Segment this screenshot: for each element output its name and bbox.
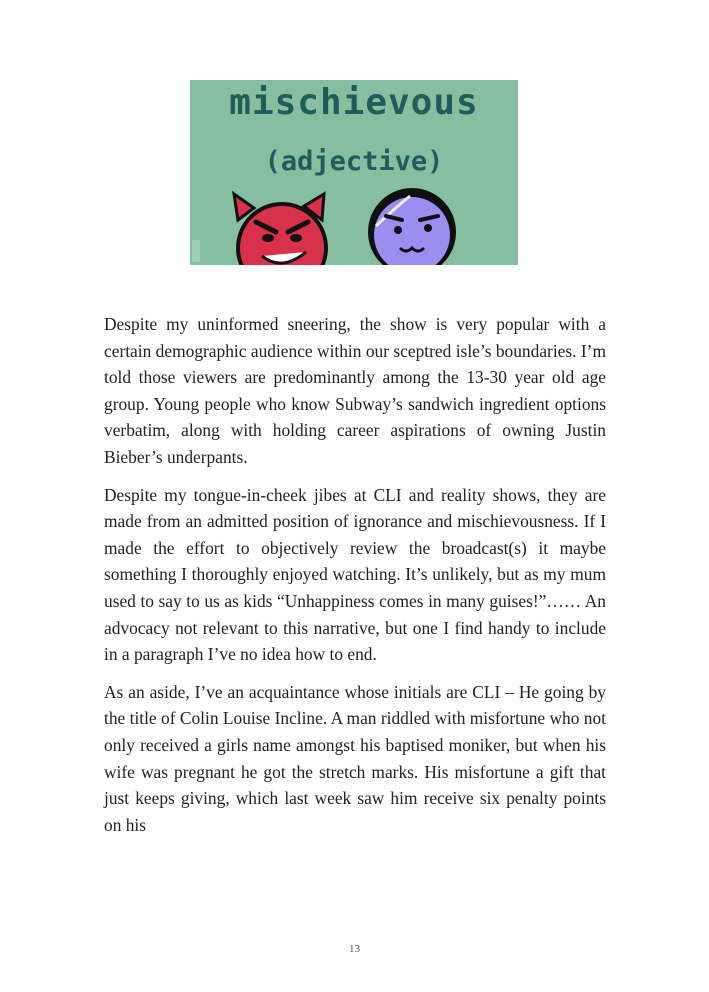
paragraph-2: Despite my tongue-in-cheek jibes at CLI and reality shows, they are made from an admitted position of ignorance and mischievousness. If I made the effort to objectively review the broadcast(s) it maybe something I thoroughly enjoyed watching. It’s unlikely, but as my mum used to say to us as kids “Unhappiness comes in many guises!”…… An advocacy not relevant to this narrative, but one I find handy to include in a paragraph I’ve no idea how to end. xyxy=(104,484,606,665)
devil-emoji-icon xyxy=(234,194,326,265)
paragraph-1: Despite my uninformed sneering, the show is very popular with a certain demographic audience within our sceptred isle’s boundaries. I’m told those viewers are predominantly among the 13-30 year old age group. Young people who know Subway’s sandwich ingredient options verbatim, along with holding career aspirations of owning Justin Bieber’s underpants. xyxy=(104,314,606,467)
illustration-word: mischievous xyxy=(229,82,479,123)
page-number: 13 xyxy=(349,943,360,955)
mischievous-illustration xyxy=(190,80,518,265)
paragraph-3: As an aside, I’ve an acquaintance whose initials are CLI – He going by the title of Colin Louise Incline. A man riddled with misfortune who not only received a girls name amongst his baptised moniker, but when his wife was pregnant he got the stretch marks. His misfortune a gift that just keeps giving, which last week saw him receive six penalty points on his xyxy=(104,681,606,835)
illustration-part-of-speech: (adjective) xyxy=(264,146,444,177)
smirk-emoji-icon xyxy=(368,188,456,265)
body-text xyxy=(104,311,606,849)
